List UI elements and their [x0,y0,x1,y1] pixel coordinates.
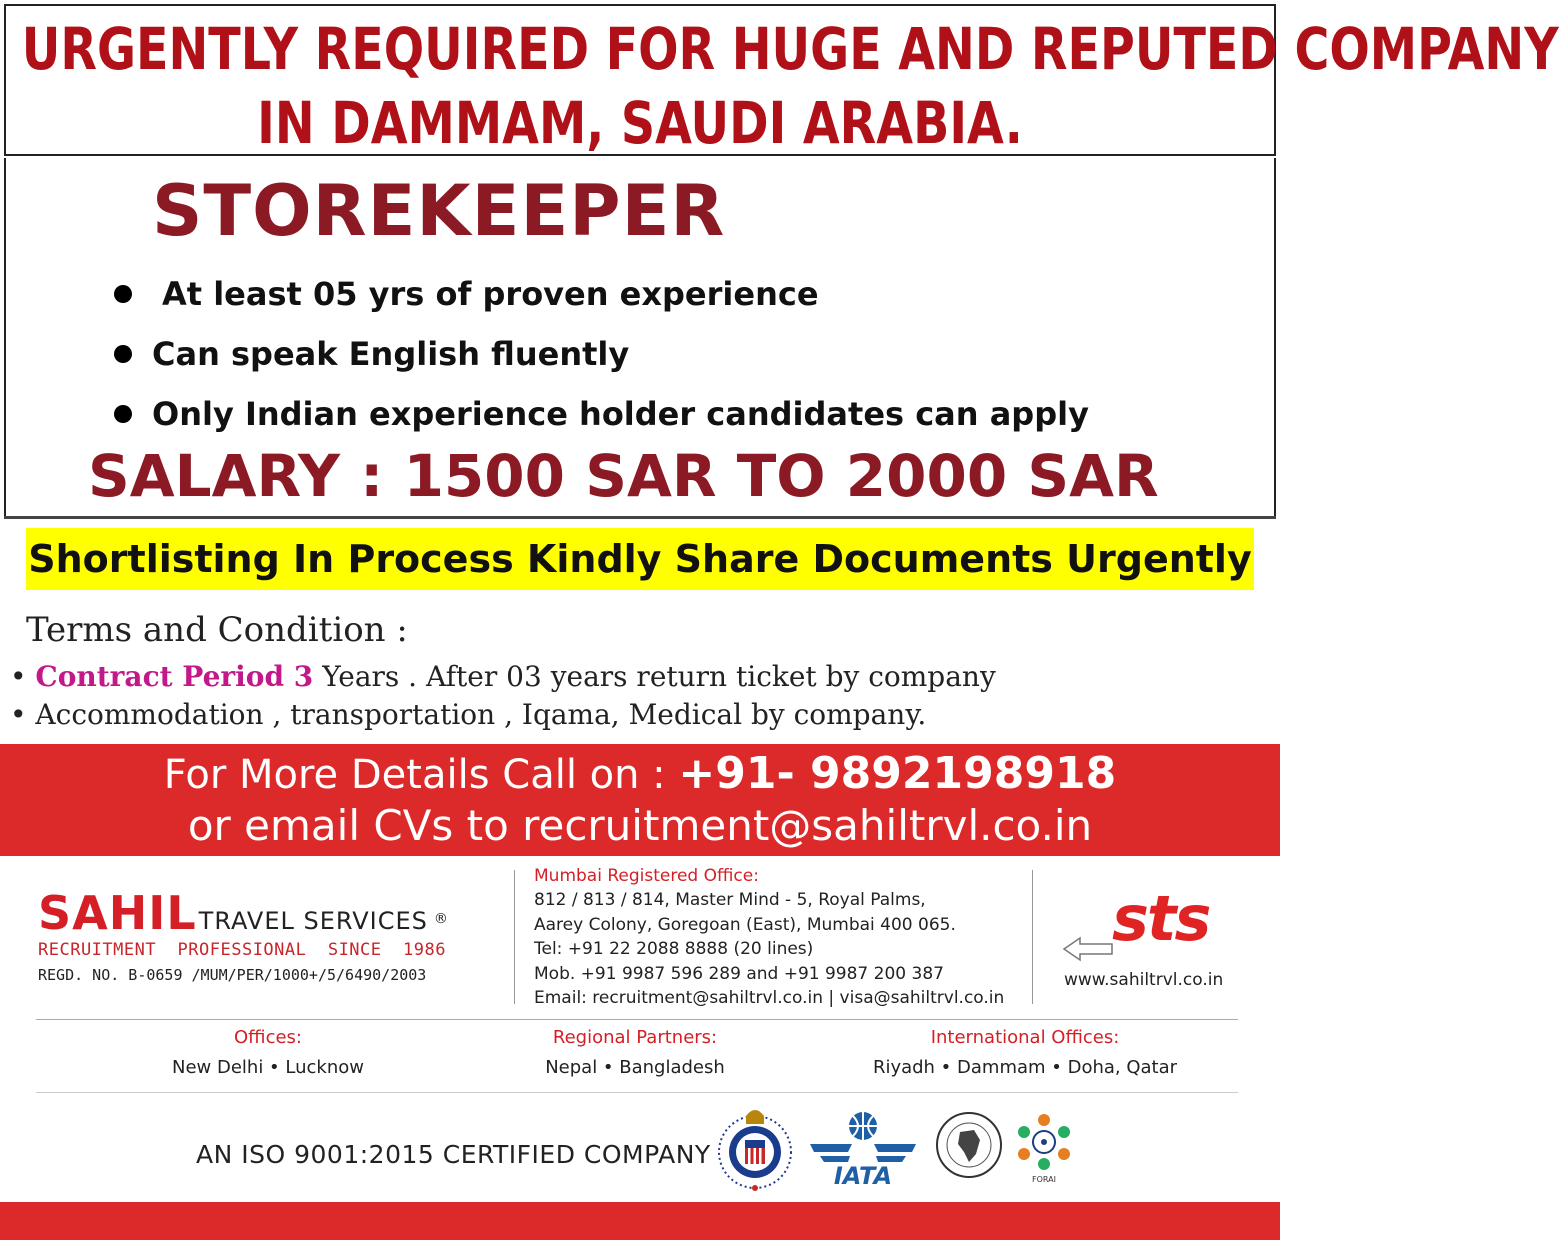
sts-logo [1056,884,1246,994]
terms-heading: Terms and Condition : [26,610,408,650]
terms-section [0,600,1280,744]
partners-title: Regional Partners: [552,1027,718,1048]
office-mobile: Mob. +91 9987 596 289 and +91 9987 200 387 [534,963,944,984]
job-section [4,158,1276,518]
requirement-text: At least 05 yrs of proven experience [162,275,819,313]
bottom-red-bar [0,1202,1280,1240]
term-text: Accommodation , transportation , Iqama, Medical by company. [35,698,927,731]
horizontal-divider [36,1092,1238,1093]
registered-office [534,864,1004,1010]
office-tel: Tel: +91 22 2088 8888 (20 lines) [534,939,814,960]
accreditation-logos [712,1098,1092,1194]
emblem-seal-icon [712,1102,798,1192]
iata-logo-icon [808,1108,918,1190]
requirement-text: Only Indian experience holder candidates can apply [152,395,1089,433]
office-address-2: Aarey Colony, Goregoan (East), Mumbai 400 065. [534,914,956,935]
offices-title: Offices: [234,1027,302,1048]
headline-box [4,4,1559,157]
office-heading: Mumbai Registered Office: [534,866,759,886]
brand-name: SAHIL [38,886,197,940]
headline-line-1: URGENTLY REQUIRED FOR HUGE AND REPUTED COMPANY [21,15,1559,83]
international-column [860,1026,1190,1086]
term-item-benefits [10,698,926,731]
partners-column [520,1026,750,1086]
shortlist-banner [26,528,1254,590]
horizontal-divider [36,1019,1238,1020]
offices-column [148,1026,388,1086]
international-list: Riyadh • Dammam • Doha, Qatar [872,1057,1178,1078]
requirement-item [110,264,1230,324]
office-address-1: 812 / 813 / 814, Master Mind - 5, Royal Palms, [534,890,926,911]
company-footer [0,856,1280,1240]
brand-registration: REGD. NO. B-0659 /MUM/PER/1000+/5/6490/2003 [38,966,427,984]
sts-logo-text: sts [1112,882,1210,955]
term-text: Years . After 03 years return ticket by company [313,660,996,693]
term-bullet: • [10,698,27,731]
locations-row [0,1026,1280,1086]
arrow-left-icon [1062,936,1114,962]
term-item-contract [10,660,996,693]
email-line[interactable]: or email CVs to recruitment@sahiltrvl.co.in [187,801,1093,850]
forai-logo-text: FORAI [1032,1175,1056,1184]
brand-travel-services: TRAVEL SERVICES [198,907,428,935]
iso-certification: AN ISO 9001:2015 CERTIFIED COMPANY [196,1140,711,1169]
brand-logo [38,886,448,940]
requirements-list [110,264,1230,444]
headline-line-2: IN DAMMAM, SAUDI ARABIA. [257,89,1023,157]
salary-line: SALARY : 1500 SAR TO 2000 SAR [88,442,1159,510]
shortlist-text: Shortlisting In Process Kindly Share Documents Urgently [28,537,1252,581]
requirement-item [110,384,1230,444]
term-bullet: • [10,660,27,693]
website-link[interactable]: www.sahiltrvl.co.in [1064,970,1224,990]
call-label: For More Details Call on : [163,752,679,798]
phone-number[interactable]: +91- 9892198918 [678,748,1117,799]
vertical-divider [1032,870,1033,1004]
contract-period-highlight: Contract Period 3 [35,660,314,693]
requirement-item [110,324,1230,384]
call-line [0,748,1280,801]
job-title: STOREKEEPER [152,170,726,252]
offices-list: New Delhi • Lucknow [172,1057,364,1078]
bullet-icon [114,285,132,303]
bullet-icon [114,405,132,423]
export-council-seal-icon [934,1110,1004,1180]
bullet-icon [114,345,132,363]
forai-logo-icon [1012,1110,1076,1184]
office-email[interactable]: Email: recruitment@sahiltrvl.co.in | visa@sahiltrvl.co.in [534,988,1005,1009]
contact-band [0,744,1280,856]
partners-list: Nepal • Bangladesh [545,1057,725,1078]
iata-logo-text: IATA [833,1162,893,1190]
requirement-text: Can speak English fluently [152,335,630,373]
brand-tagline: RECRUITMENT PROFESSIONAL SINCE 1986 [38,940,446,960]
vertical-divider [514,870,515,1004]
section-divider [4,516,1276,519]
international-title: International Offices: [930,1027,1120,1048]
registered-mark: ® [433,910,448,927]
